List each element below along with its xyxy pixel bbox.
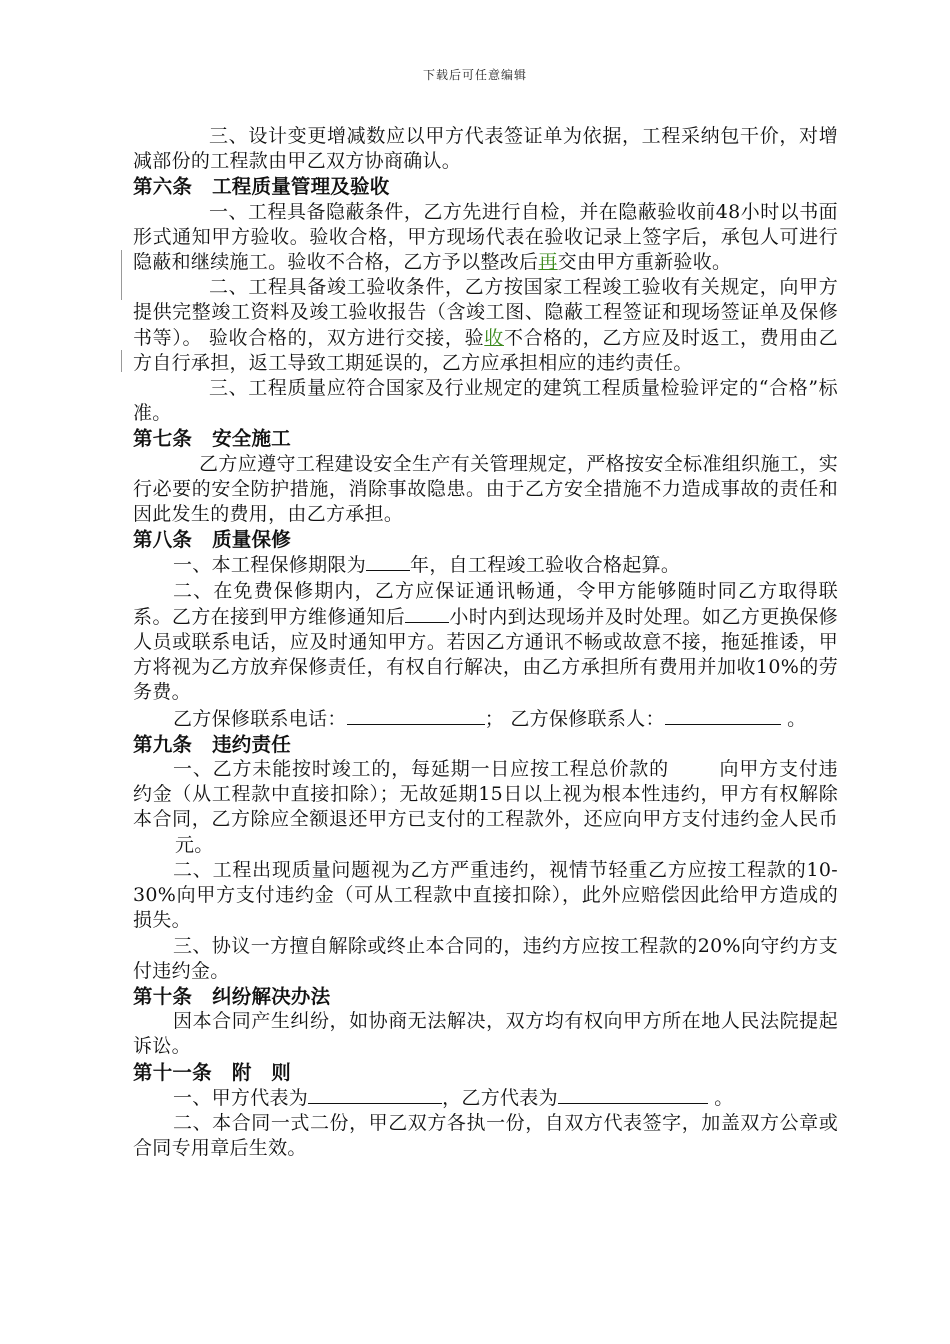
clause-art8-3 [133, 706, 838, 732]
article-title: 质量保修 [212, 528, 291, 552]
blank-contact-phone[interactable] [347, 706, 485, 725]
article-number: 第六条 [133, 175, 193, 199]
clause-text: 元。 [175, 833, 214, 856]
clause-art11-2: 二、本合同一式二份，甲乙双方各执一份，自双方代表签字，加盖双方公章或合同专用章后生效。 [133, 1111, 838, 1160]
article-title: 纠纷解决办法 [212, 984, 331, 1008]
blank-party-a-rep[interactable] [308, 1085, 442, 1104]
clause-text: 不合格的，乙方应及时返工，费用由乙方自行承担，返工导致工期延误的，乙方应承担相应的违约责任。 [133, 326, 838, 374]
clause-text: ，乙方代表为 [442, 1086, 558, 1109]
article-title: 违约责任 [212, 732, 291, 756]
article-10-heading [133, 984, 838, 1009]
clause-text: 乙方保修联系电话： [173, 707, 347, 730]
clause-text: ； 乙方保修联系人： [484, 707, 665, 730]
article-number: 第九条 [133, 732, 193, 756]
clause-text: 。 [780, 707, 807, 730]
clause-art5-3: 三、设计变更增减数应以甲方代表签证单为依据，工程采纳包干价，对增减部份的工程款由甲乙双方协商确认。 [133, 125, 838, 173]
article-title: 附 则 [231, 1060, 291, 1084]
article-8-heading [133, 527, 838, 552]
clause-art6-3: 三、工程质量应符合国家及行业规定的建筑工程质量检验评定的“合格”标准。 [133, 377, 838, 425]
clause-art6-2 [133, 275, 838, 376]
clause-text: 向甲方支付违约金（从工程款中直接扣除）；无故延期15日以上视为根本性违约，甲方有权解除本合同，乙方除应全额退还甲方已支付的工程款外，还应向甲方支付违约金人民币 [133, 758, 838, 831]
document-body [133, 124, 838, 1161]
revision-bar [121, 250, 122, 300]
article-9-heading [133, 732, 838, 757]
article-title: 工程质量管理及验收 [212, 175, 390, 199]
clause-art8-2 [133, 579, 838, 706]
clause-text: 二、工程具备竣工验收条件，乙方按国家工程竣工验收有关规定，向甲方提供完整竣工资料及竣工验收报告（含竣工图、隐蔽工程签证和现场签证单及保修书等）。 验收合格的，双方进行交接，验 [133, 276, 838, 349]
article-number: 第十一条 [133, 1060, 212, 1084]
revision-mark: 再 [538, 251, 558, 274]
clause-text: 小时内到达现场并及时处理。如乙方更换保修人员或联系电话，应及时通知甲方。若因乙方通讯不畅或故意不接，拖延推诿，甲方将视为乙方放弃保修责任，有权自行解决，由乙方承担所有费用并加收10%的劳务费。 [133, 605, 838, 704]
clause-text: 一、工程具备隐蔽条件，乙方先进行自检，并在隐蔽验收前48小时以书面形式通知甲方验收。验收合格，甲方现场代表在验收记录上签字后，承包人可进行隐蔽和继续施工。验收不合格，乙方予以整改后 [133, 200, 838, 274]
clause-art10-1: 因本合同产生纠纷，如协商无法解决，双方均有权向甲方所在地人民法院提起诉讼。 [133, 1010, 838, 1058]
revision-bar [121, 350, 122, 372]
article-number: 第十条 [133, 984, 193, 1008]
clause-art7-1: 乙方应遵守工程建设安全生产有关管理规定，严格按安全标准组织施工，实行必要的安全防护措施，消除事故隐患。由于乙方安全措施不力造成事故的责任和因此发生的费用，由乙方承担。 [133, 452, 838, 526]
blank-contact-person[interactable] [665, 706, 781, 725]
article-title: 安全施工 [212, 427, 291, 451]
revision-mark: 收 [484, 326, 504, 349]
clause-text: 一、乙方未能按时竣工的，每延期一日应按工程总价款的 [173, 758, 669, 781]
clause-art8-1 [133, 552, 838, 578]
article-6-heading [133, 174, 838, 199]
clause-art6-1 [133, 200, 838, 276]
clause-text: 。 [707, 1086, 734, 1109]
article-7-heading [133, 426, 838, 451]
article-11-heading [133, 1060, 838, 1085]
blank-response-hours[interactable] [405, 604, 449, 623]
clause-text: 交由甲方重新验收。 [557, 251, 732, 274]
clause-text: 一、甲方代表为 [173, 1086, 309, 1109]
page-header: 下载后可任意编辑 [422, 68, 527, 82]
article-number: 第七条 [133, 427, 193, 451]
clause-text: 二、在免费保修期内，乙方应保证通讯畅通，令甲方能够随时同乙方取得联系。乙方在接到甲方维修通知后 [133, 579, 838, 628]
article-number: 第八条 [133, 528, 193, 552]
blank-warranty-years[interactable] [366, 552, 410, 571]
clause-art9-1 [133, 757, 838, 858]
clause-art9-3: 三、协议一方擅自解除或终止本合同的，违约方应按工程款的20%向守约方支付违约金。 [133, 934, 838, 982]
clause-art11-1 [133, 1085, 838, 1111]
blank-party-b-rep[interactable] [558, 1085, 708, 1104]
clause-text: 一、本工程保修期限为 [173, 554, 367, 577]
clause-text: 年，自工程竣工验收合格起算。 [410, 554, 681, 577]
clause-art9-2: 二、工程出现质量问题视为乙方严重违约，视情节轻重乙方应按工程款的10-30%向甲方支付违约金（可从工程款中直接扣除），此外应赔偿因此给甲方造成的损失。 [133, 858, 838, 932]
